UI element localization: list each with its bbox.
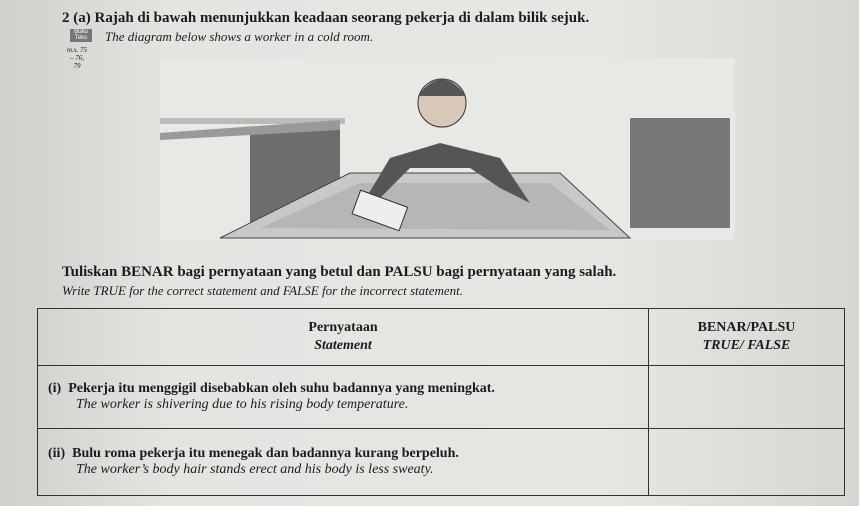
header-answer-en: TRUE/ FALSE xyxy=(702,338,791,353)
page-reference: m.s. 75 – 76, 79 xyxy=(66,46,88,70)
statement-en: The worker is shivering due to his rising body temperature. xyxy=(76,397,409,412)
header-statement-ms: Pernyataan xyxy=(308,320,378,335)
table-row xyxy=(38,366,845,429)
statement-ms: Pekerja itu menggigil disebabkan oleh suhu badannya yang meningkat. xyxy=(68,381,495,396)
instruction-ms: Tuliskan BENAR bagi pernyataan yang betul dan PALSU bagi pernyataan yang salah. xyxy=(62,264,617,280)
instruction-en: Write TRUE for the correct statement and FALSE for the incorrect statement. xyxy=(62,283,464,298)
table-header-row xyxy=(38,309,845,366)
question-text-en: The diagram below shows a worker in a cold room. xyxy=(105,29,374,44)
header-statement-en: Statement xyxy=(314,338,372,353)
row-number: (ii) xyxy=(48,446,66,461)
answer-table xyxy=(37,308,845,496)
textbook-badge: Buku Teks xyxy=(70,29,92,42)
statement-en: The worker’s body hair stands erect and his body is less sweaty. xyxy=(76,462,434,477)
worker-cold-room-illustration xyxy=(160,58,735,240)
answer-cell-ii[interactable] xyxy=(649,429,845,496)
statement-ms: Bulu roma pekerja itu menegak dan badannya kurang berpeluh. xyxy=(72,446,459,461)
table-row xyxy=(38,429,845,496)
answer-cell-i[interactable] xyxy=(649,366,845,429)
header-answer-ms: BENAR/PALSU xyxy=(697,320,796,335)
question-text-ms: 2 (a) Rajah di bawah menunjukkan keadaan seorang pekerja di dalam bilik sejuk. xyxy=(62,10,590,26)
row-number: (i) xyxy=(48,381,62,396)
